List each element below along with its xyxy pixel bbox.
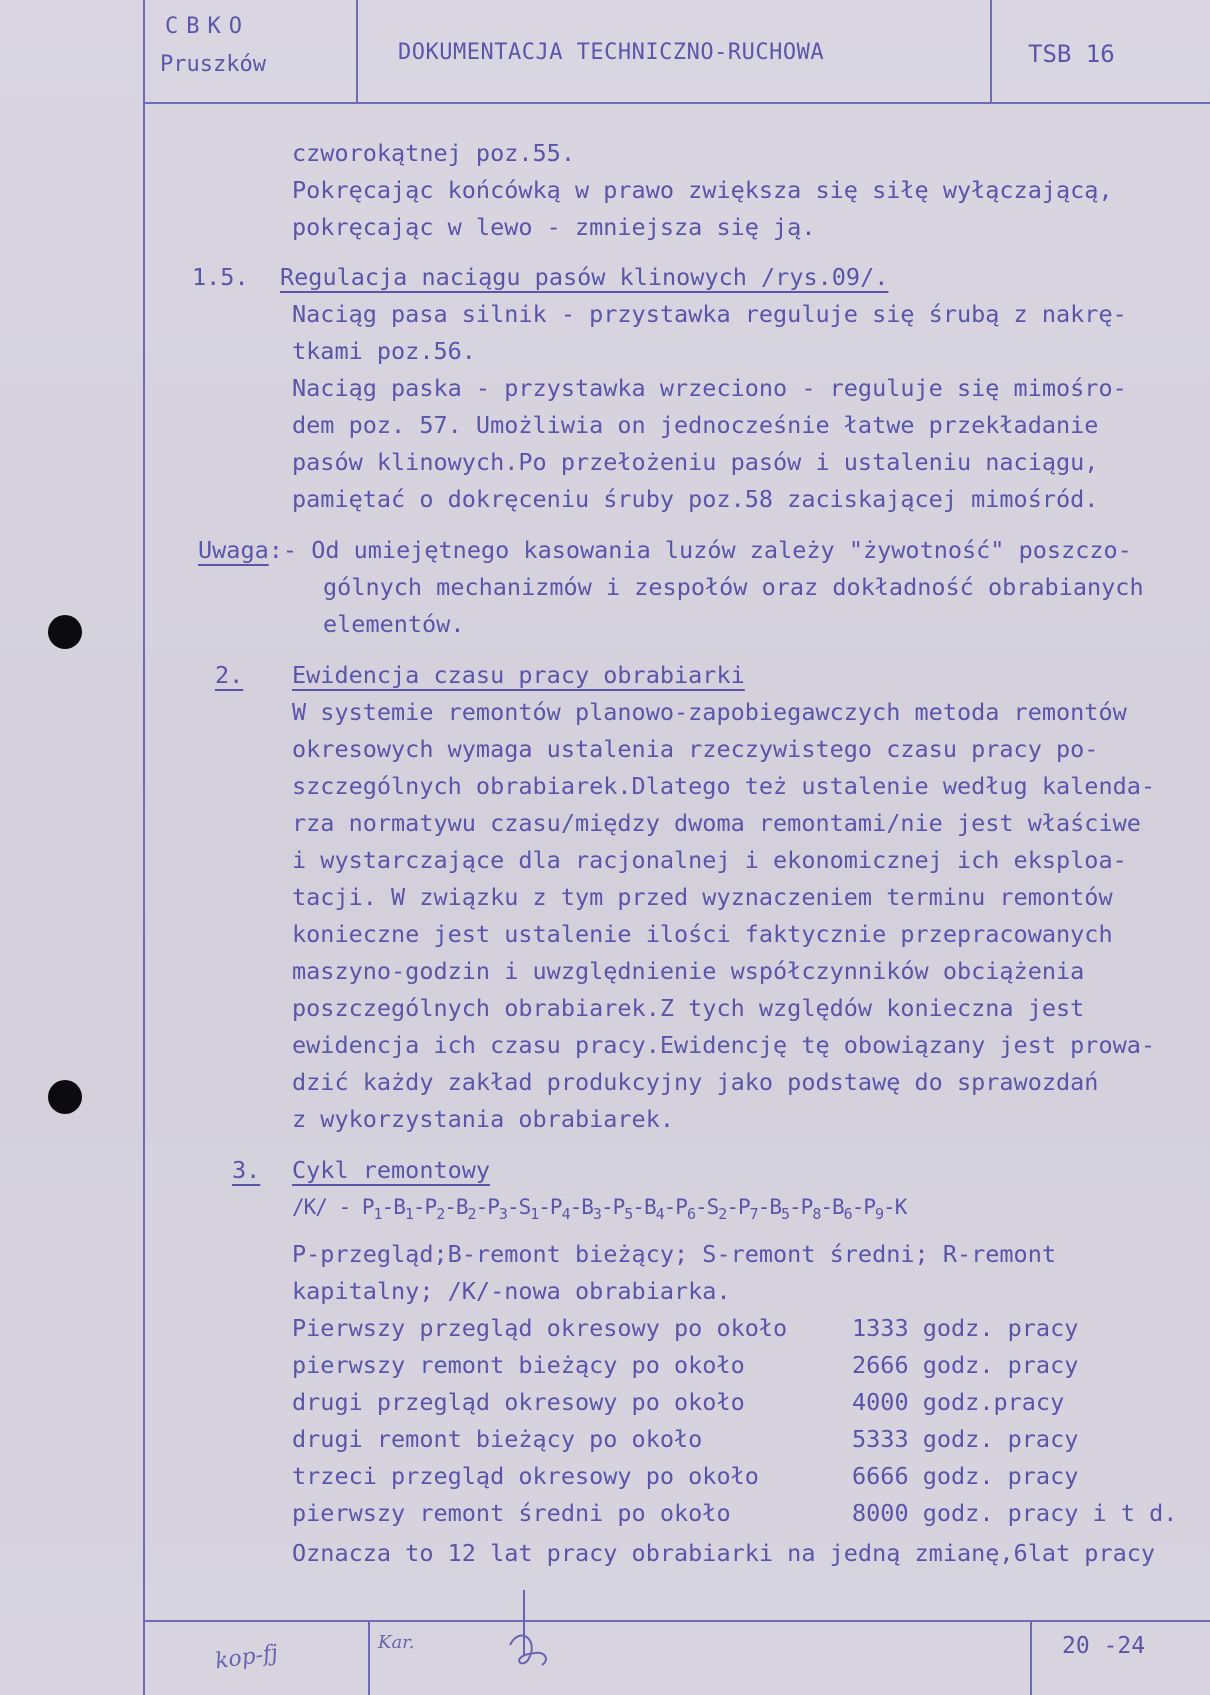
- text-line: szczególnych obrabiarek.Dlatego też ustalenie według kalenda-: [292, 772, 1156, 800]
- cycle-step: $P_1$: [361, 1195, 382, 1224]
- header-bottom-rule: [143, 102, 1210, 104]
- page-number: 20 -24: [1062, 1633, 1146, 1659]
- cycle-step: $P_7$: [737, 1195, 758, 1224]
- schedule-hours: 8000 godz. pracy i t d.: [852, 1499, 1178, 1527]
- cycle-step: $P_6$: [675, 1195, 695, 1224]
- text-line: poszczególnych obrabiarek.Z tych względów konieczna jest: [292, 994, 1085, 1022]
- text-line: tacji. W związku z tym przed wyznaczeniem terminu remontów: [292, 883, 1113, 911]
- cycle-sequence: $/K/ - P_1-B_1-P_2-B_2-P_3-S_1-P_4-B_3-P_5-B_4-P_6-S_2-P_7-B_5-P_8-B_6-P_9-K$: [292, 1195, 907, 1224]
- header-divider-2: [990, 0, 992, 103]
- cycle-step: $P_4$: [549, 1195, 570, 1224]
- header-doc-title: DOKUMENTACJA TECHNICZNO-RUCHOWA: [398, 40, 825, 65]
- section-heading: Ewidencja czasu pracy obrabiarki: [292, 661, 745, 689]
- text-line: pamiętać o dokręceniu śruby poz.58 zaciskającej mimośród.: [292, 485, 1099, 513]
- cycle-start: /K/ -: [292, 1195, 362, 1219]
- section-heading: Cykl remontowy: [292, 1156, 491, 1184]
- cycle-step: $P_9$: [863, 1195, 884, 1224]
- text-line: dem poz. 57. Umożliwia on jednocześnie łatwe przekładanie: [292, 411, 1099, 439]
- schedule-label: drugi przegląd okresowy po około: [292, 1388, 745, 1416]
- section-number: 3.: [232, 1156, 261, 1184]
- text-line: Naciąg paska - przystawka wrzeciono - reguluje się mimośro-: [292, 374, 1127, 402]
- schedule-label: drugi remont bieżący po około: [292, 1425, 703, 1453]
- note-text: :- Od umiejętnego kasowania luzów zależy "żywotność" poszczo-: [268, 536, 1132, 564]
- schedule-hours: 6666 godz. pracy: [852, 1462, 1079, 1490]
- text-line: dzić każdy zakład produkcyjny jako podstawę do sprawozdań: [292, 1068, 1099, 1096]
- schedule-label: pierwszy remont średni po około: [292, 1499, 731, 1527]
- text-line: ewidencja ich czasu pracy.Ewidencję tę obowiązany jest prowa-: [292, 1031, 1156, 1059]
- cycle-step: $P_2$: [424, 1195, 445, 1224]
- header-org-city: Pruszków: [160, 52, 266, 77]
- header-divider-1: [356, 0, 358, 103]
- schedule-hours: 5333 godz. pracy: [852, 1425, 1079, 1453]
- cycle-step: $S_2$: [706, 1195, 727, 1224]
- text-line: pasów klinowych.Po przełożeniu pasów i ustaleniu naciągu,: [292, 448, 1099, 476]
- text-line: okresowych wymaga ustalenia rzeczywistego czasu pracy po-: [292, 735, 1099, 763]
- cycle-step: $P_3$: [487, 1195, 507, 1224]
- signature-initials-1: kop-fj: [213, 1640, 280, 1675]
- legend-line: P-przegląd;B-remont bieżący; S-remont średni; R-remont: [292, 1240, 1057, 1268]
- header-org-abbrev: CBKO: [165, 14, 250, 39]
- text-line: tkami poz.56.: [292, 337, 476, 365]
- schedule-hours: 1333 godz. pracy: [852, 1314, 1079, 1342]
- cycle-step: $B_1$: [393, 1195, 413, 1224]
- cycle-step: $B_4$: [643, 1195, 664, 1224]
- cycle-step: $B_6$: [832, 1195, 852, 1224]
- text-line: z wykorzystania obrabiarek.: [292, 1105, 675, 1133]
- signature-initials-2: Kar.: [378, 1632, 415, 1653]
- text-line: gólnych mechanizmów i zespołów oraz dokładność obrabianych: [323, 573, 1144, 601]
- text-line: elementów.: [323, 610, 465, 638]
- note-label: Uwaga: [198, 536, 269, 564]
- text-line: konieczne jest ustalenie ilości faktycznie przepracowanych: [292, 920, 1113, 948]
- schedule-label: Pierwszy przegląd okresowy po około: [292, 1314, 788, 1342]
- punch-hole-bottom: [48, 1080, 82, 1114]
- legend-line: kapitalny; /K/-nowa obrabiarka.: [292, 1277, 731, 1305]
- text-line: rza normatywu czasu/między dwoma remontami/nie jest właściwe: [292, 809, 1141, 837]
- text-line: W systemie remontów planowo-zapobiegawczych metoda remontów: [292, 698, 1127, 726]
- footer-top-rule: [143, 1620, 1210, 1622]
- text-line: maszyno-godzin i uwzględnienie współczynników obciążenia: [292, 957, 1085, 985]
- cycle-step: $B_2$: [455, 1195, 476, 1224]
- cycle-step: $P_5$: [612, 1195, 633, 1224]
- note-line: [198, 535, 1132, 565]
- section-number: 2.: [215, 661, 244, 689]
- schedule-label: trzeci przegląd okresowy po około: [292, 1462, 759, 1490]
- cycle-step: $B_3$: [581, 1195, 601, 1224]
- left-margin-rule: [143, 0, 145, 1695]
- text-line: Oznacza to 12 lat pracy obrabiarki na jedną zmianę,6lat pracy: [292, 1539, 1156, 1567]
- footer-divider-1: [368, 1620, 370, 1695]
- section-number: 1.5.: [192, 263, 249, 291]
- section-heading: Regulacja naciągu pasów klinowych /rys.09/.: [280, 263, 889, 291]
- cycle-step: $S_1$: [518, 1195, 539, 1224]
- text-line: i wystarczające dla racjonalnej i ekonomicznej ich eksploa-: [292, 846, 1127, 874]
- text-line: pokręcając w lewo - zmniejsza się ją.: [292, 213, 816, 241]
- cycle-step: $P_8$: [800, 1195, 821, 1224]
- cycle-step: $B_5$: [769, 1195, 790, 1224]
- schedule-label: pierwszy remont bieżący po około: [292, 1351, 745, 1379]
- cycle-end: K: [894, 1195, 907, 1219]
- punch-hole-top: [48, 615, 82, 649]
- footer-divider-2: [1030, 1620, 1032, 1695]
- schedule-hours: 4000 godz.pracy: [852, 1388, 1065, 1416]
- schedule-hours: 2666 godz. pracy: [852, 1351, 1079, 1379]
- text-line: Pokręcając końcówką w prawo zwiększa się siłę wyłączającą,: [292, 176, 1113, 204]
- text-line: Naciąg pasa silnik - przystawka reguluje się śrubą z nakrę-: [292, 300, 1127, 328]
- text-line: czworokątnej poz.55.: [292, 139, 575, 167]
- signature-mark: [480, 1585, 560, 1685]
- header-doc-code: TSB 16: [1028, 40, 1115, 68]
